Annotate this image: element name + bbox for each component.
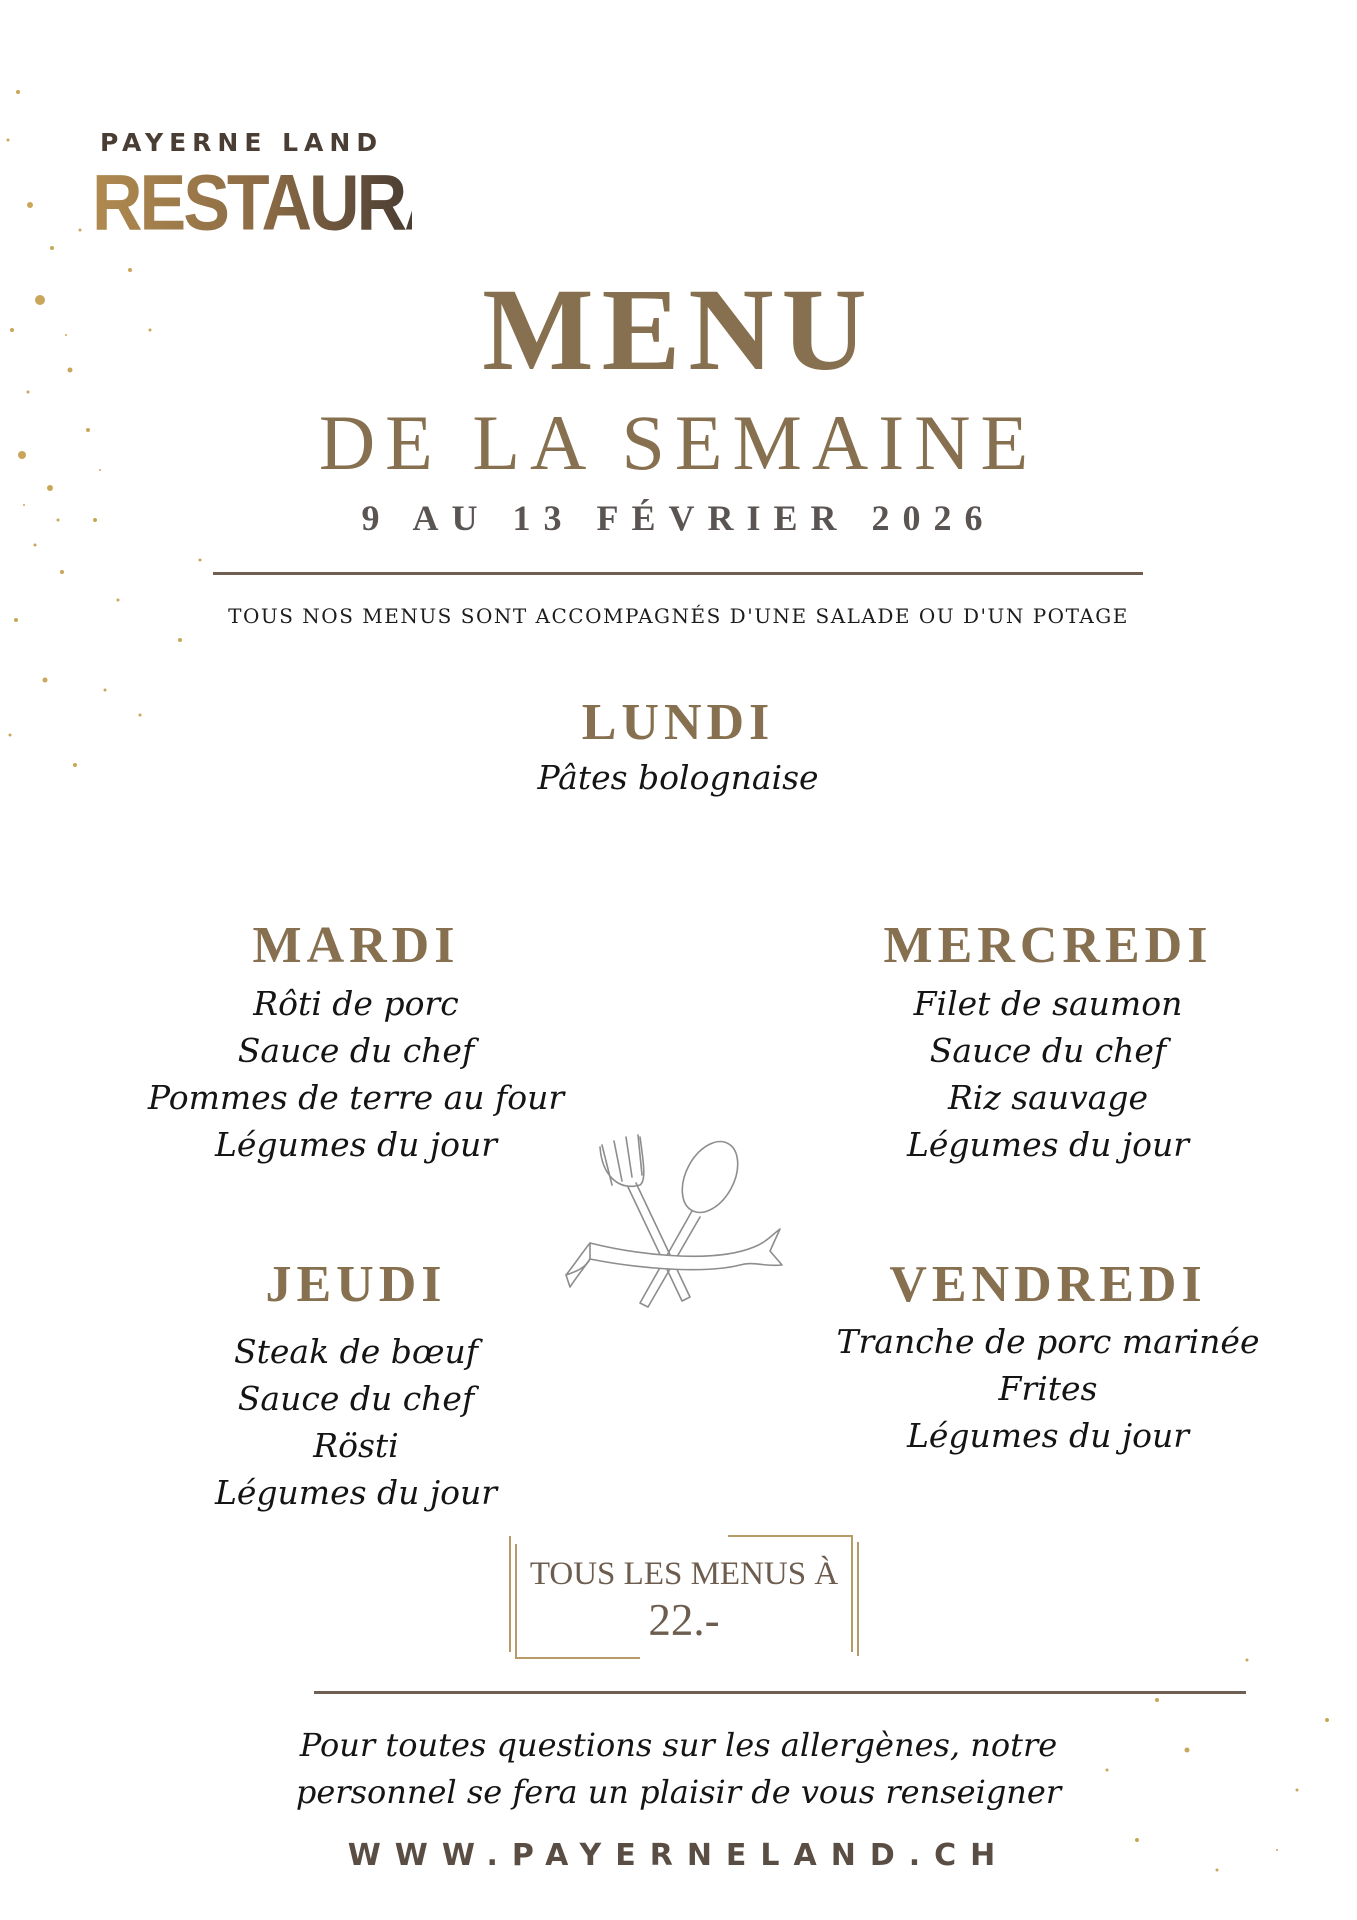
dish-item: Steak de bœuf bbox=[234, 1332, 478, 1371]
page-title: MENU bbox=[482, 264, 875, 395]
bottom-divider bbox=[314, 1691, 1246, 1694]
price-value: 22.- bbox=[648, 1595, 720, 1645]
page-subtitle: DE LA SEMAINE bbox=[318, 399, 1039, 486]
day-name: JEUDI bbox=[265, 1256, 447, 1313]
day-name: VENDREDI bbox=[889, 1256, 1207, 1313]
dish-item: Légumes du jour bbox=[906, 1416, 1190, 1455]
logo-main-text: RESTAURANT bbox=[92, 159, 540, 247]
allergen-note-line: Pour toutes questions sur les allergènes, notre bbox=[299, 1726, 1058, 1764]
dish-item: Pommes de terre au four bbox=[147, 1078, 565, 1117]
day-name: MARDI bbox=[252, 917, 460, 974]
dish-item: Légumes du jour bbox=[214, 1125, 498, 1164]
dish-item: Riz sauvage bbox=[947, 1078, 1149, 1117]
day-tuesday bbox=[106, 916, 606, 1168]
date-range: 9 AU 13 FÉVRIER 2026 bbox=[361, 498, 996, 538]
dish-item: Légumes du jour bbox=[906, 1125, 1190, 1164]
day-name: LUNDI bbox=[581, 694, 775, 751]
dish-item: Filet de saumon bbox=[913, 984, 1183, 1023]
dish-item: Tranche de porc marinée bbox=[836, 1322, 1260, 1361]
dish-item: Frites bbox=[998, 1369, 1098, 1408]
website-link[interactable]: WWW.PAYERNELAND.CH bbox=[347, 1838, 1010, 1873]
accompaniment-notice: TOUS NOS MENUS SONT ACCOMPAGNÉS D'UNE SALADE OU D'UN POTAGE bbox=[228, 604, 1129, 628]
day-thursday bbox=[106, 1255, 606, 1516]
day-monday bbox=[378, 693, 978, 801]
dish-item: Sauce du chef bbox=[237, 1031, 475, 1070]
dish-item: Rôti de porc bbox=[253, 984, 459, 1023]
day-name: MERCREDI bbox=[883, 917, 1213, 974]
dish-item: Sauce du chef bbox=[929, 1031, 1167, 1070]
dish-item: Sauce du chef bbox=[237, 1379, 475, 1418]
day-wednesday bbox=[798, 916, 1298, 1168]
allergen-note bbox=[0, 1722, 1357, 1816]
dish-item: Rösti bbox=[313, 1426, 399, 1465]
price-label: TOUS LES MENUS À bbox=[529, 1556, 839, 1592]
fork-and-spoon-with-ribbon-icon bbox=[560, 1125, 790, 1315]
top-divider bbox=[213, 572, 1143, 575]
logo-top-text: PAYERNE LAND bbox=[100, 128, 384, 157]
day-friday bbox=[798, 1255, 1298, 1459]
dish-item: Pâtes bolognaise bbox=[537, 758, 819, 797]
allergen-note-line: personnel se fera un plaisir de vous renseigner bbox=[295, 1773, 1062, 1811]
dish-item: Légumes du jour bbox=[214, 1473, 498, 1512]
